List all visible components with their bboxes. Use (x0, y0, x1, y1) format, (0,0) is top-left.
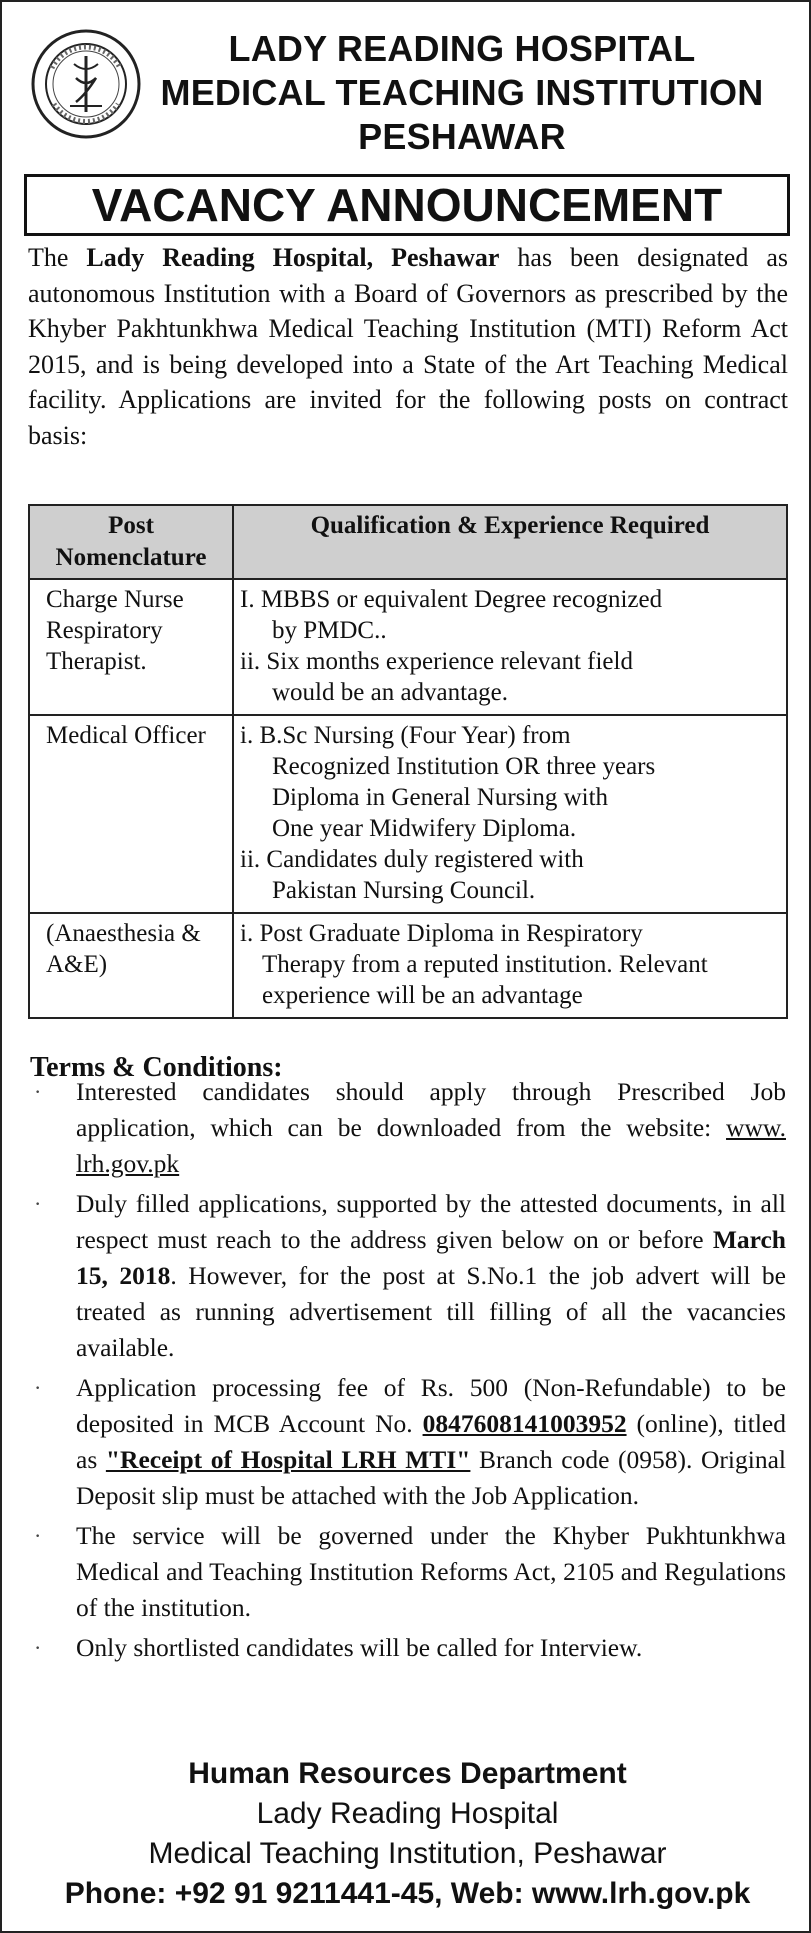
qual-marker: i. (240, 722, 254, 749)
qual-cont: by PMDC.. (272, 617, 387, 644)
hospital-name: LADY READING HOSPITAL (228, 28, 696, 69)
header (2, 2, 811, 182)
posts-table (28, 504, 788, 1019)
vacancy-banner: VACANCY ANNOUNCEMENT (24, 174, 790, 236)
hospital-seal-icon (30, 28, 142, 140)
list-item (30, 1370, 786, 1514)
qual-cont: would be an advantage. (272, 679, 509, 706)
qualification-cell (233, 913, 787, 1018)
post-cell: Charge Nurse Respiratory Therapist. (29, 579, 233, 715)
list-item (30, 1630, 786, 1666)
qual-marker: I. (240, 586, 255, 613)
qual-line (240, 646, 780, 677)
intro-lead: The (28, 243, 87, 272)
list-item (30, 1186, 786, 1366)
account-number: 0847608141003952 (422, 1409, 627, 1438)
table-row (29, 715, 787, 913)
intro-paragraph (28, 240, 788, 453)
qual-marker: i. (240, 920, 254, 947)
post-cell: Medical Officer (29, 715, 233, 913)
qual-text: B.Sc Nursing (Four Year) from (259, 722, 571, 749)
qual-text: Candidates duly registered with (266, 846, 584, 873)
bullet-icon: · (34, 1635, 42, 1660)
qual-marker: ii. (240, 648, 261, 675)
qual-line (240, 584, 780, 615)
list-item (30, 1518, 786, 1626)
footer-hospital: Lady Reading Hospital (256, 1797, 559, 1830)
qual-cont: One year Midwifery Diploma. (272, 815, 577, 842)
term-text: Application processing fee of Rs. 500 (Non-Refundable) to be deposited in MCB Account No. (76, 1373, 786, 1438)
qual-line (240, 844, 780, 875)
qual-marker: ii. (240, 846, 261, 873)
contact-line: Phone: +92 91 9211441-45, Web: www.lrh.gov.pk (64, 1877, 751, 1910)
qualification-cell (233, 579, 787, 715)
header-post: Post Nomenclature (29, 505, 233, 579)
footer-institution: Medical Teaching Institution, Peshawar (148, 1837, 667, 1870)
account-title: "Receipt of Hospital LRH MTI" (105, 1445, 471, 1474)
table-header-row (29, 505, 787, 579)
table-row (29, 913, 787, 1018)
term-text: Branch code (0958). Original Deposit slip must be attached with the Job Application. (76, 1445, 786, 1510)
qual-line (240, 720, 780, 751)
term-text: Only shortlisted candidates will be called for Interview. (76, 1633, 643, 1662)
city-name: PESHAWAR (358, 116, 566, 157)
qual-text: Post Graduate Diploma in Respiratory (259, 920, 643, 947)
website-link[interactable]: www. lrh.gov.pk (76, 1113, 786, 1178)
term-text: Interested candidates should apply through Prescribed Job application, which can be downloaded from the website: (76, 1077, 786, 1142)
term-text: (online), titled as (76, 1409, 786, 1474)
qual-text: Six months experience relevant field (266, 648, 633, 675)
qual-cont: Recognized Institution OR three years (272, 753, 656, 780)
intro-rest: has been designated as autonomous Institution with a Board of Governors as prescribed by the Khyber Pakhtunkhwa Medical Teaching Institution (MTI) Reform Act 2015, and is being developed into a State of the Art Teaching Medical facility. Applications are invited for the following posts on contract basis: (28, 243, 788, 450)
header-qualification: Qualification & Experience Required (233, 505, 787, 579)
terms-list (30, 1074, 786, 1670)
term-text: The service will be governed under the Khyber Pukhtunkhwa Medical and Teaching Institution Reforms Act, 2105 and Regulations of the institution. (76, 1521, 786, 1622)
footer (2, 1754, 811, 1914)
intro-bold: Lady Reading Hospital, Peshawar (86, 243, 500, 272)
qual-cont: Diploma in General Nursing with (272, 784, 609, 811)
qual-line (240, 918, 780, 949)
list-item (30, 1074, 786, 1182)
department-name: Human Resources Department (188, 1757, 627, 1790)
bullet-icon: · (34, 1079, 42, 1104)
term-text: . However, for the post at S.No.1 the job advert will be treated as running advertisement till filling of all the vacancies available. (76, 1261, 786, 1362)
bullet-icon: · (34, 1523, 42, 1548)
qual-cont: experience will be an advantage (262, 982, 583, 1009)
qual-text: MBBS or equivalent Degree recognized (260, 586, 663, 613)
qualification-cell (233, 715, 787, 913)
terms-heading: Terms & Conditions: (30, 1052, 283, 1083)
table-row (29, 579, 787, 715)
qual-cont: Pakistan Nursing Council. (272, 877, 536, 904)
post-cell: (Anaesthesia & A&E) (29, 913, 233, 1018)
term-text: Duly filled applications, supported by the attested documents, in all respect must reach to the address given below on or before (76, 1189, 786, 1254)
bullet-icon: · (34, 1375, 42, 1400)
institution-name: MEDICAL TEACHING INSTITUTION (160, 72, 764, 113)
bullet-icon: · (34, 1191, 42, 1216)
qual-cont: Therapy from a reputed institution. Relevant (262, 951, 708, 978)
deadline-date: March 15, 2018 (76, 1225, 786, 1290)
